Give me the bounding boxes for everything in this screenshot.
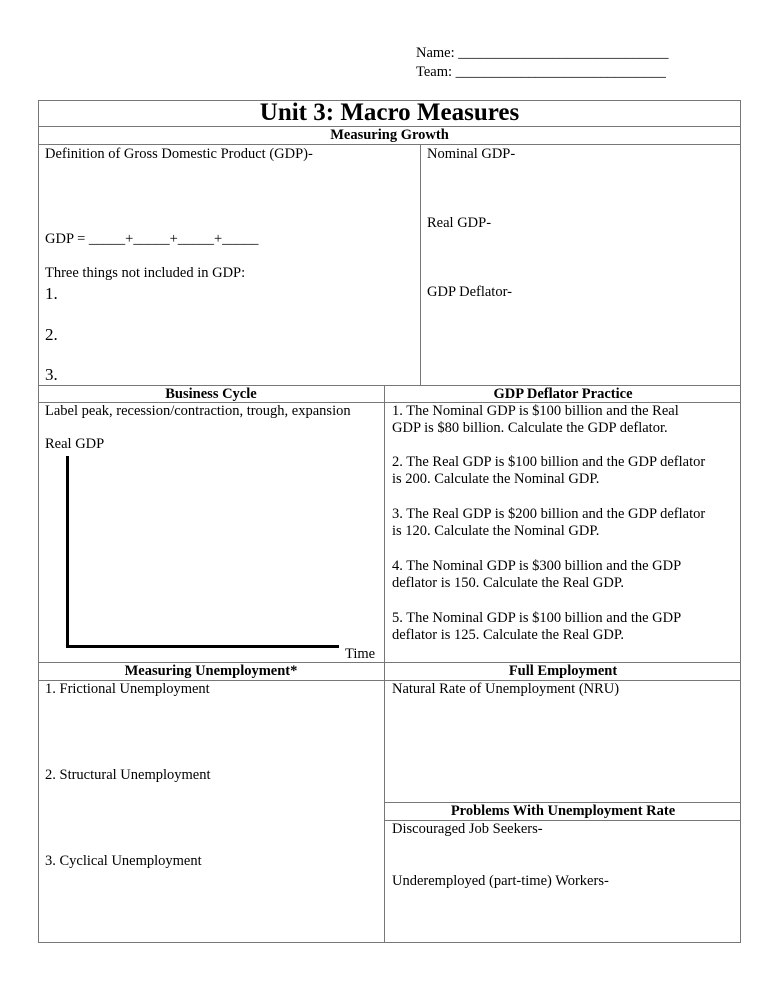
deflator-question xyxy=(392,558,681,592)
not-included-item: 1. xyxy=(45,284,58,303)
deflator-question xyxy=(392,403,679,437)
section-heading-measuring-growth: Measuring Growth xyxy=(330,127,449,143)
problem-item: Discouraged Job Seekers- xyxy=(392,821,543,837)
page-title: Unit 3: Macro Measures xyxy=(259,99,520,126)
section-heading-problems: Problems With Unemployment Rate xyxy=(450,803,676,819)
gdp-deflator-label: GDP Deflator- xyxy=(427,284,512,300)
nru-label: Natural Rate of Unemployment (NRU) xyxy=(392,681,620,697)
deflator-question xyxy=(392,610,681,644)
section-heading-unemployment: Measuring Unemployment* xyxy=(124,663,298,679)
question-line: 5. The Nominal GDP is $100 billion and the GDP xyxy=(392,610,682,626)
section-heading-business-cycle: Business Cycle xyxy=(165,386,257,402)
deflator-question xyxy=(392,454,705,488)
gdp-formula[interactable]: GDP = _____+_____+_____+_____ xyxy=(45,231,259,247)
team-field[interactable]: Team: _____________________________ xyxy=(416,64,666,80)
real-gdp-label: Real GDP- xyxy=(427,215,492,231)
question-line: deflator is 125. Calculate the Real GDP. xyxy=(392,627,624,643)
y-axis-label: Real GDP xyxy=(45,436,105,452)
question-line: 1. The Nominal GDP is $100 billion and the Real xyxy=(392,403,679,419)
question-line: is 200. Calculate the Nominal GDP. xyxy=(392,471,600,487)
name-field[interactable]: Name: _____________________________ xyxy=(416,45,669,61)
business-cycle-instruction: Label peak, recession/contraction, trough, expansion xyxy=(45,403,351,419)
question-line: 3. The Real GDP is $200 billion and the GDP deflator xyxy=(392,506,706,522)
not-included-label: Three things not included in GDP: xyxy=(45,265,246,281)
gdp-definition-label: Definition of Gross Domestic Product (GDP)- xyxy=(45,146,313,162)
section-heading-deflator-practice: GDP Deflator Practice xyxy=(493,386,633,402)
unemployment-type: 1. Frictional Unemployment xyxy=(45,681,210,697)
y-axis xyxy=(66,456,69,648)
question-line: is 120. Calculate the Nominal GDP. xyxy=(392,523,600,539)
question-line: 4. The Nominal GDP is $300 billion and the GDP xyxy=(392,558,682,574)
unemployment-type: 3. Cyclical Unemployment xyxy=(45,853,202,869)
question-line: deflator is 150. Calculate the Real GDP. xyxy=(392,575,624,591)
x-axis xyxy=(66,645,339,648)
nominal-gdp-label: Nominal GDP- xyxy=(427,146,516,162)
not-included-item: 3. xyxy=(45,365,58,384)
deflator-question xyxy=(392,506,705,540)
question-line: 2. The Real GDP is $100 billion and the GDP deflator xyxy=(392,454,706,470)
unemployment-type: 2. Structural Unemployment xyxy=(45,767,211,783)
question-line: GDP is $80 billion. Calculate the GDP deflator. xyxy=(392,420,668,436)
x-axis-label: Time xyxy=(345,646,376,662)
section-heading-full-employment: Full Employment xyxy=(508,663,618,679)
not-included-item: 2. xyxy=(45,325,58,344)
problem-item: Underemployed (part-time) Workers- xyxy=(392,873,609,889)
